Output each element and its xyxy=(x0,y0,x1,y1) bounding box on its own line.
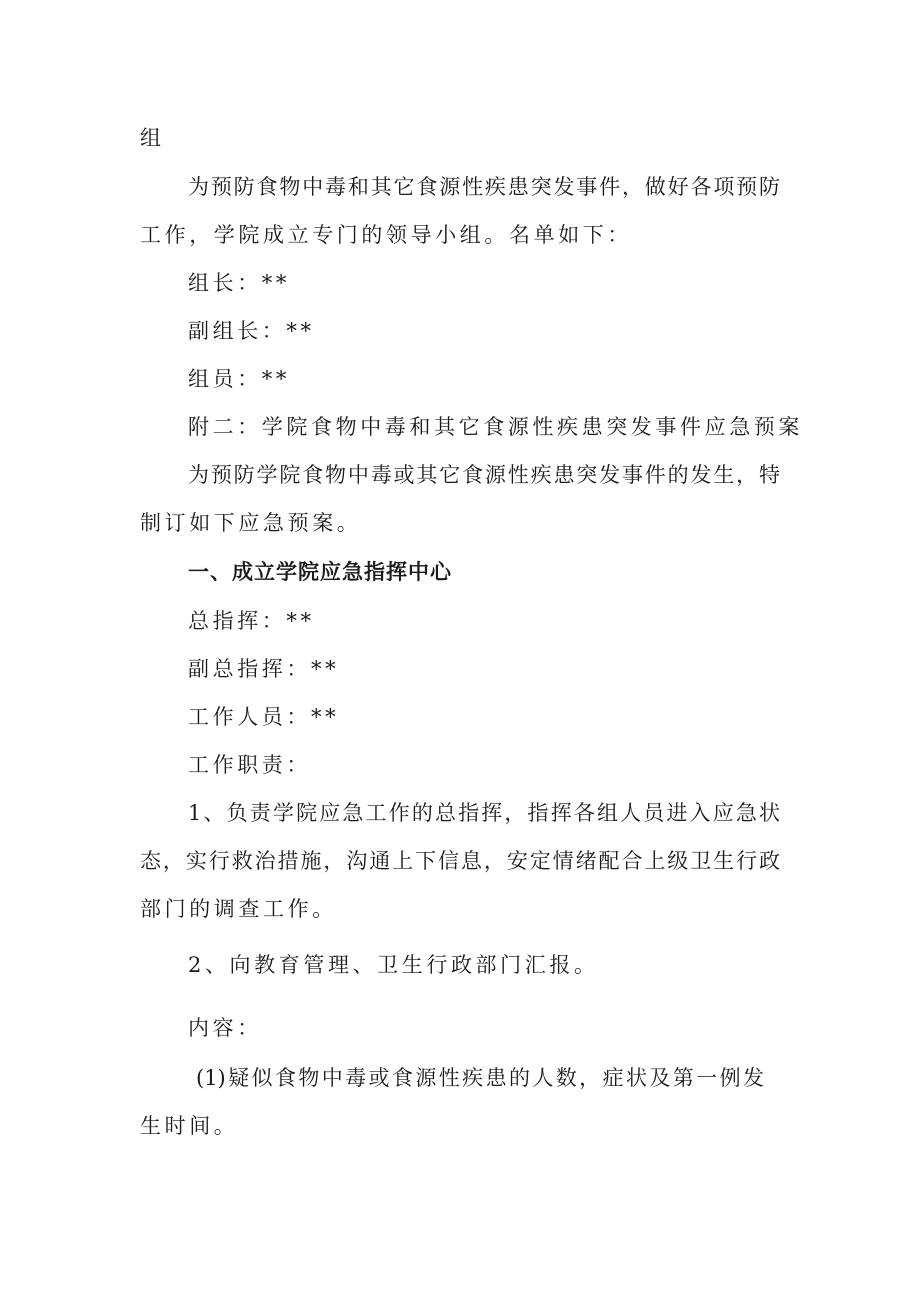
appendix-title: 附二：学院食物中毒和其它食源性疾患突发事件应急预案 xyxy=(188,415,803,439)
team-leader-line: 组长：** xyxy=(188,271,290,295)
paragraph-line: 1、负责学院应急工作的总指挥，指挥各组人员进入应急状 xyxy=(188,801,780,825)
paragraph-line: 为预防学院食物中毒或其它食源性疾患突发事件的发生，特 xyxy=(188,463,780,487)
content-label: 内容： xyxy=(188,1016,262,1040)
paragraph-line: 态，实行救治措施，沟通上下信息，安定情绪配合上级卫生行政 xyxy=(140,849,780,873)
deputy-team-leader-line: 副组长：** xyxy=(188,319,315,343)
paragraph-line: (1)疑似食物中毒或食源性疾患的人数，症状及第一例发 xyxy=(196,1066,764,1090)
text-line-group-fragment: 组 xyxy=(140,126,165,150)
deputy-commander-line: 副总指挥：** xyxy=(188,657,340,681)
commander-line: 总指挥：** xyxy=(188,609,315,633)
paragraph-line: 2、向教育管理、卫生行政部门汇报。 xyxy=(188,953,599,977)
paragraph-line: 生时间。 xyxy=(140,1114,239,1138)
paragraph-line: 为预防食物中毒和其它食源性疾患突发事件，做好各项预防 xyxy=(188,175,780,199)
paragraph-line: 部门的调查工作。 xyxy=(140,897,337,921)
duties-label: 工作职责： xyxy=(188,753,311,777)
paragraph-line: 制订如下应急预案。 xyxy=(140,511,362,535)
staff-line: 工作人员：** xyxy=(188,705,340,729)
section-heading: 一、成立学院应急指挥中心 xyxy=(188,560,452,584)
paragraph-line: 工作，学院成立专门的领导小组。名单如下： xyxy=(140,223,632,247)
team-member-line: 组员：** xyxy=(188,367,290,391)
